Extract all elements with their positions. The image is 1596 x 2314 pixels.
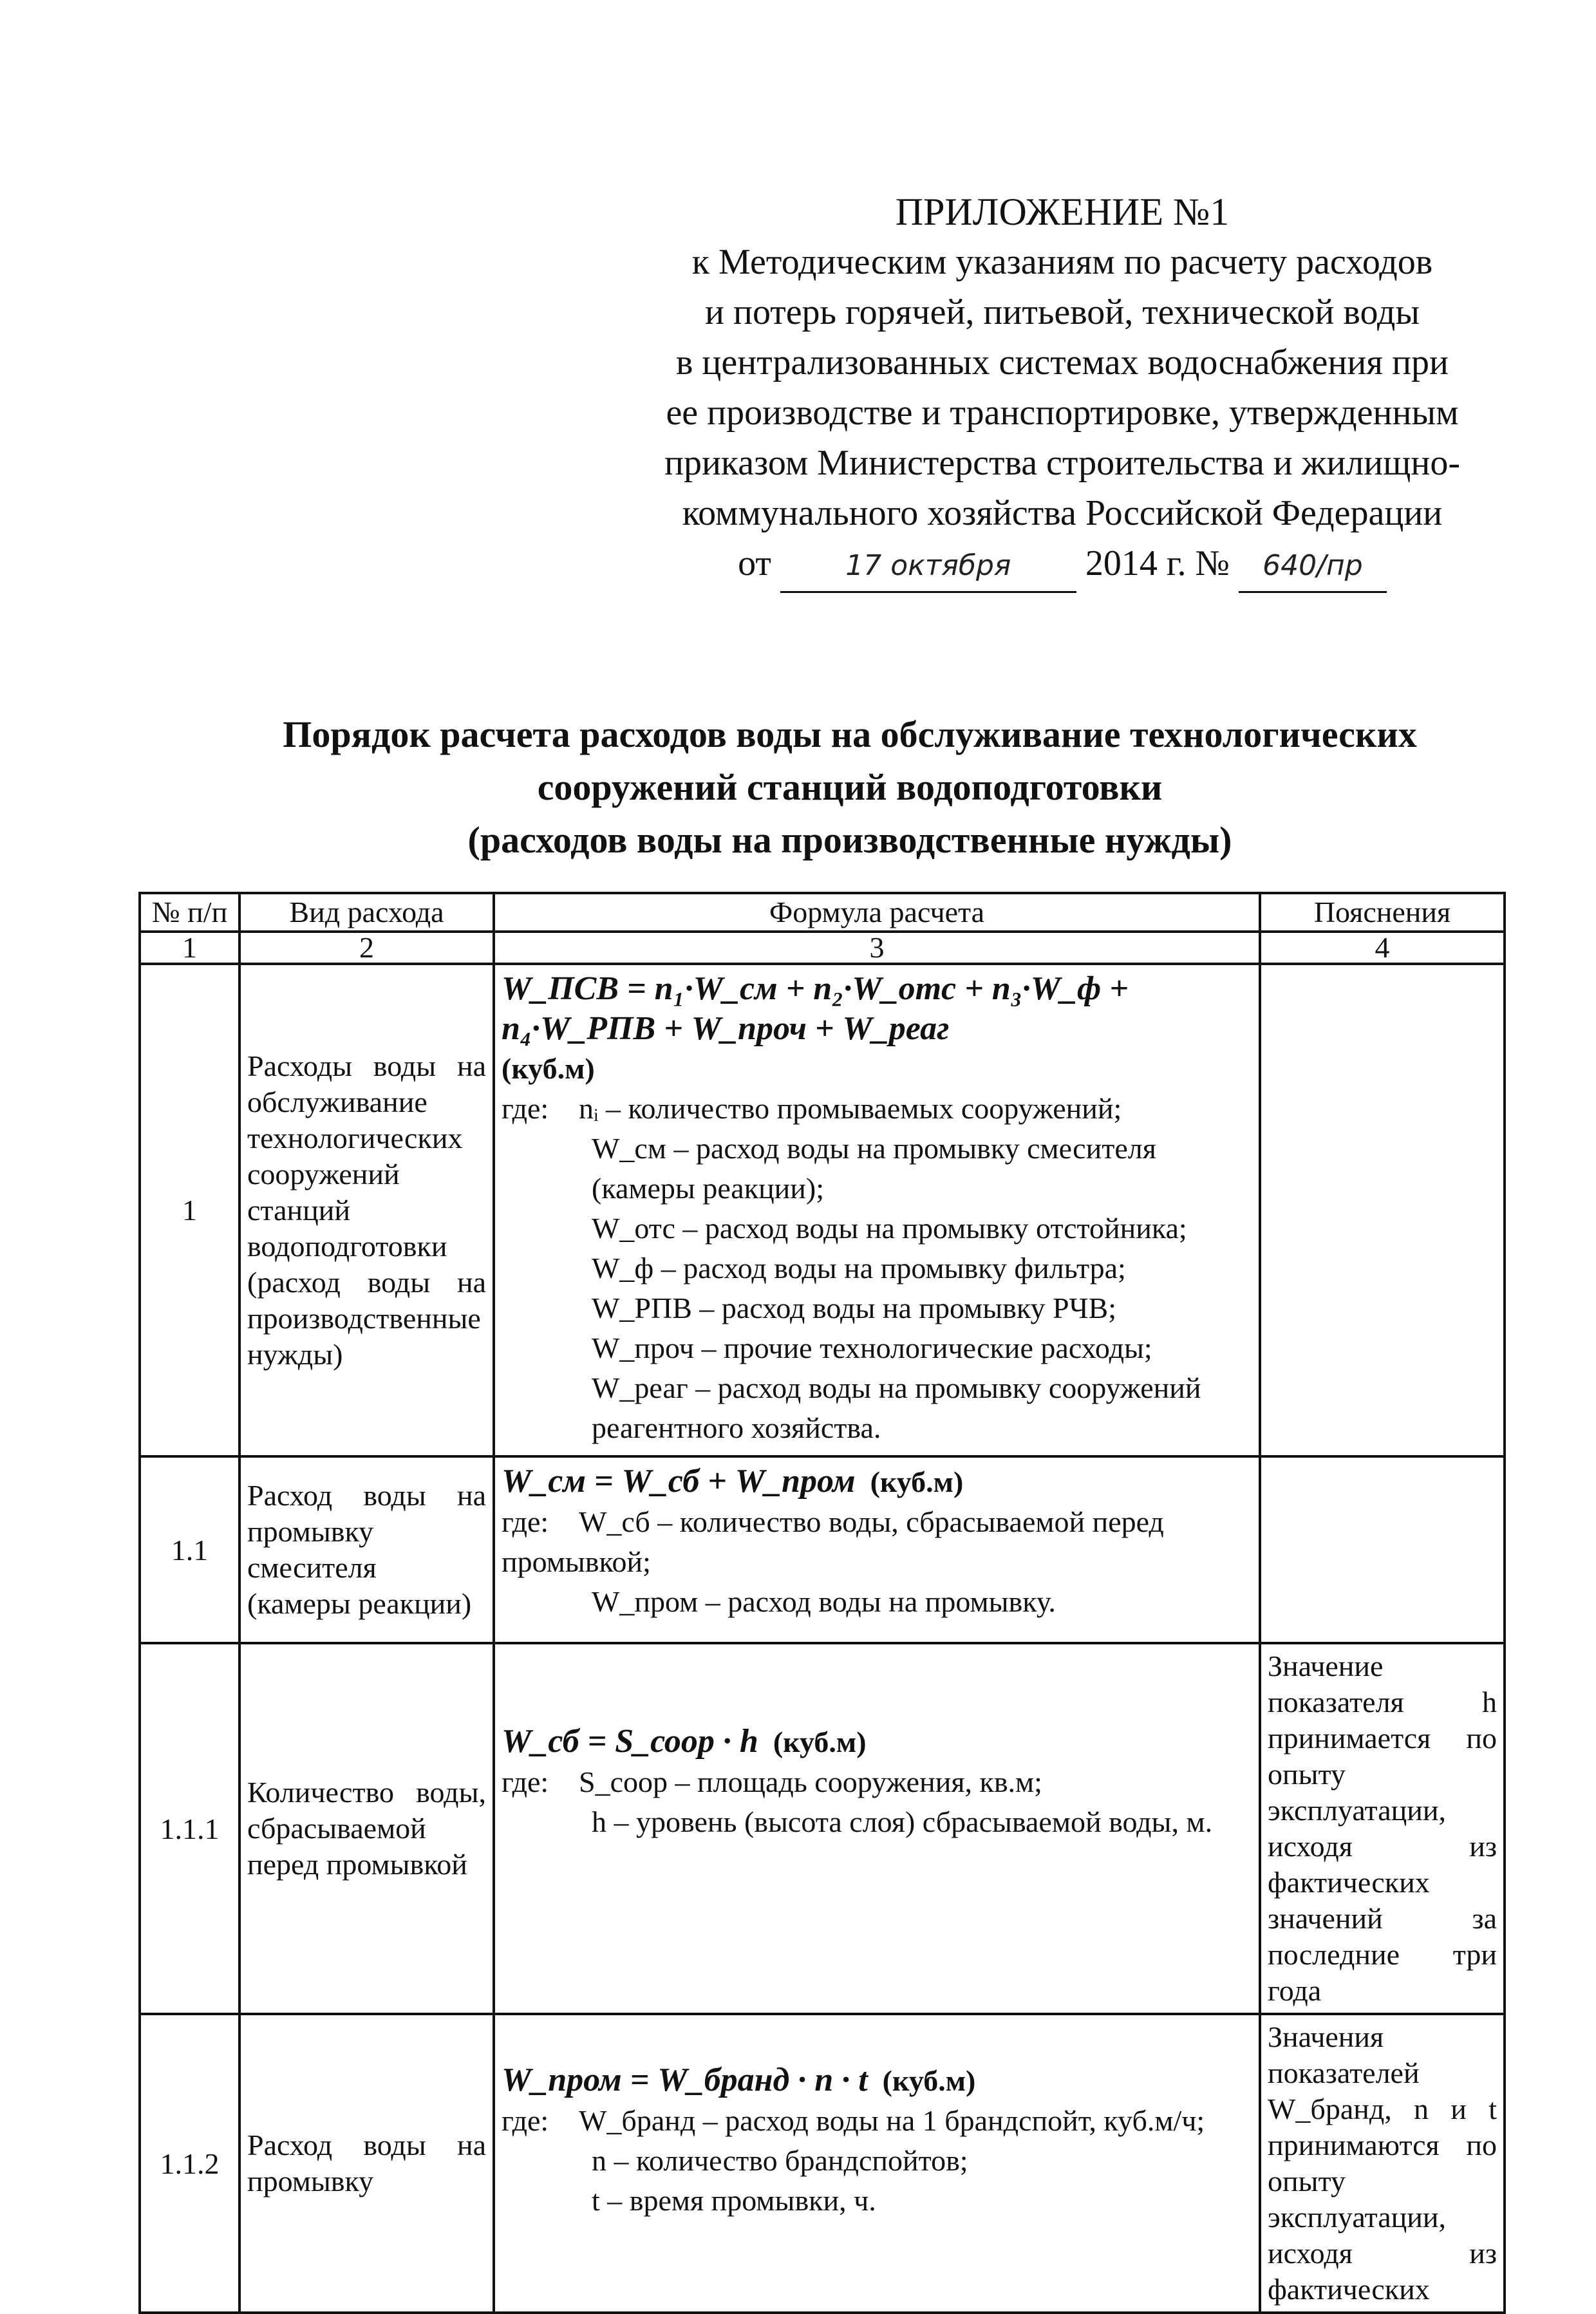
row-formula-cell [494,2014,1260,2313]
year-label: 2014 г. № [1085,543,1230,583]
definition: W_см – расход воды на промывку смесителя (камеры реакции); [592,1132,1156,1205]
unit: (куб.м) [773,1726,867,1758]
row-num: 1.1.1 [140,1643,239,2014]
header-notes: Пояснения [1260,893,1505,932]
row-num: 1 [140,964,239,1456]
where-label: где: [502,1765,549,1798]
unit: (куб.м) [882,2064,976,2097]
row-formula-cell [494,1643,1260,2014]
where-label: где: [502,1505,549,1538]
header-line: коммунального хозяйства Российской Федерации [682,493,1443,533]
column-number-row [140,932,1505,964]
document-title-line: сооружений станций водоподготовки [537,766,1163,808]
row-note [1260,964,1505,1456]
definition: W_пром – расход воды на промывку. [592,1585,1056,1618]
where-label: где: [502,1092,549,1125]
where-label: где: [502,2104,549,2137]
definition: nᵢ – количество промываемых сооружений; [579,1092,1122,1125]
definition: W_РПВ – расход воды на промывку РЧВ; [592,1292,1116,1324]
table-row [140,1456,1505,1643]
row-num: 1.1 [140,1456,239,1643]
header-line: и потерь горячей, питьевой, технической воды [705,292,1420,332]
row-note [1260,1456,1505,1643]
handwritten-date: 17 октября [780,541,1076,593]
formula: W_пром = W_бранд · n · t [502,2062,868,2098]
handwritten-order-number: 640/пр [1239,541,1387,593]
definition: W_реаг – расход воды на промывку сооружений реагентного хозяйства. [592,1371,1201,1444]
row-type: Количество воды, сбрасываемой перед промывкой [239,1643,494,2014]
definition: h – уровень (высота слоя) сбрасываемой воды, м. [592,1805,1213,1838]
table-row [140,2014,1505,2313]
header-line: ее производстве и транспортировке, утвержденным [666,393,1459,433]
document-title-line: Порядок расчета расходов воды на обслуживание технологических [283,713,1417,755]
from-label: от [738,543,771,583]
definition: t – время промывки, ч. [592,2184,876,2217]
row-type: Расходы воды на обслуживание технологических сооружений станций водоподготовки (расход воды на производственные нужды) [239,964,494,1456]
definition: W_отс – расход воды на промывку отстойника; [592,1212,1187,1245]
col-number: 3 [494,932,1260,964]
row-type: Расход воды на промывку [239,2014,494,2313]
header-type: Вид расхода [239,893,494,932]
calculation-table [138,892,1506,2314]
col-number: 1 [140,932,239,964]
definition: W_ф – расход воды на промывку фильтра; [592,1252,1126,1284]
row-note: Значение показателя h принимается по опыту эксплуатации, исходя из фактических значений за последние три года [1260,1643,1505,2014]
col-number: 4 [1260,932,1505,964]
definition: S_соор – площадь сооружения, кв.м; [579,1765,1042,1798]
appendix-title: ПРИЛОЖЕНИЕ №1 [895,191,1230,233]
table-header-row [140,893,1505,932]
row-note: Значения показателей W_бранд, n и t принимаются по опыту эксплуатации, исходя из фактических [1260,2014,1505,2313]
row-formula-cell [494,964,1260,1456]
definition: W_сб – количество воды, сбрасываемой перед промывкой; [502,1505,1164,1578]
row-formula-cell [494,1456,1260,1643]
table-row [140,1643,1505,2014]
header-num: № п/п [140,893,239,932]
table-row [140,964,1505,1456]
formula: W_ПСВ = n₁·W_см + n₂·W_отс + n₃·W_ф + n₄·W_РПВ + W_проч + W_реаг [502,970,1129,1047]
formula: W_см = W_сб + W_пром [502,1463,856,1500]
header-line: приказом Министерства строительства и жилищно- [664,443,1461,483]
formula: W_сб = S_соор · h [502,1723,758,1760]
row-num: 1.1.2 [140,2014,239,2313]
unit: (куб.м) [870,1465,964,1498]
row-type: Расход воды на промывку смесителя (камеры реакции) [239,1456,494,1643]
unit: (куб.м) [502,1052,595,1085]
col-number: 2 [239,932,494,964]
order-date-line [738,538,1387,593]
definition: W_бранд – расход воды на 1 брандспойт, куб.м/ч; [579,2104,1205,2137]
definition: W_проч – прочие технологические расходы; [592,1331,1152,1364]
appendix-header [579,187,1545,593]
definition: n – количество брандспойтов; [592,2144,968,2177]
header-line: в централизованных системах водоснабжения при [675,343,1449,382]
document-title-line: (расходов воды на производственные нужды) [467,819,1232,861]
header-line: к Методическим указаниям по расчету расходов [691,242,1433,282]
document-title [193,708,1507,867]
header-formula: Формула расчета [494,893,1260,932]
